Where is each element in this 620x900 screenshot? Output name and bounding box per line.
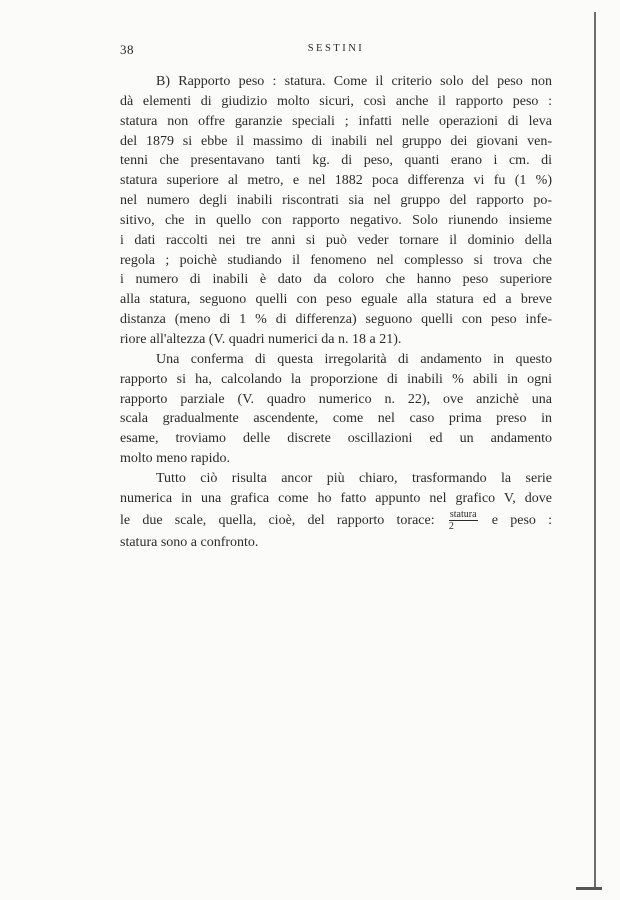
- text-line: statura sono a confronto.: [120, 534, 259, 550]
- text-line: i dati raccolti nei tre anni si può veder tornare il dominio della: [120, 232, 552, 248]
- text-line: esame, troviamo delle discrete oscillazioni ed un andamento: [120, 431, 552, 447]
- text-line: nel numero degli inabili riscontrati sia nel gruppo del rapporto po-: [120, 193, 552, 209]
- text-line: Tutto ciò risulta ancor più chiaro, trasformando la serie: [156, 470, 552, 486]
- text-line: scala gradualmente ascendente, come nel caso prima preso in: [120, 411, 552, 427]
- text-line: i numero di inabili è dato da coloro che hanno peso superiore: [120, 272, 552, 288]
- text-segment: le due scale, quella, cioè, del rapporto torace:: [120, 512, 435, 528]
- fraction-numerator: statura: [449, 508, 477, 520]
- text-line: statura superiore al metro, e nel 1882 poca differenza vi fu (1 %): [120, 173, 552, 189]
- text-line-with-fraction: [120, 509, 552, 533]
- paragraph-3: [120, 469, 552, 553]
- page-edge-line: [594, 12, 596, 888]
- text-line: regola ; poichè studiando il fenomeno nel complesso si trova che: [120, 252, 552, 268]
- text-line: Una conferma di questa irregolarità di andamento in questo: [156, 351, 552, 367]
- fraction: [449, 509, 478, 532]
- fraction-denominator: 2: [448, 520, 454, 532]
- text-line: riore all'altezza (V. quadri numerici da n. 18 a 21).: [120, 331, 402, 347]
- paragraph-1: [120, 72, 552, 350]
- text-line: numerica in una grafica come ho fatto appunto nel grafico V, dove: [120, 490, 552, 506]
- text-line: del 1879 si ebbe il massimo di inabili nel gruppo dei giovani ven-: [120, 133, 552, 149]
- text-line: rapporto parziale (V. quadro numerico n. 22), ove anzichè una: [120, 391, 552, 407]
- text-segment: e peso :: [491, 512, 553, 528]
- text-line: sitivo, che in quello con rapporto negativo. Solo riunendo insieme: [120, 212, 552, 228]
- text-line: tenni che presentavano tanti kg. di peso, quanti erano i cm. di: [120, 153, 552, 169]
- text-line: B) Rapporto peso : statura. Come il criterio solo del peso non: [156, 74, 552, 89]
- text-line: dà elementi di giudizio molto sicuri, così anche il rapporto peso :: [120, 93, 552, 109]
- paragraph-2: [120, 350, 552, 469]
- page-corner-mark: [576, 887, 602, 890]
- body-text: [120, 72, 552, 552]
- text-line: alla statura, seguono quelli con peso eguale alla statura ed a breve: [120, 292, 552, 308]
- text-line: statura non offre garanzie speciali ; infatti nelle operazioni di leva: [120, 113, 552, 129]
- text-line: molto meno rapido.: [120, 451, 231, 467]
- text-line: distanza (meno di 1 % di differenza) seguono quelli con peso infe-: [120, 312, 552, 328]
- running-head: SESTINI: [307, 43, 365, 54]
- text-line: rapporto si ha, calcolando la proporzione di inabili % abili in ogni: [120, 371, 552, 387]
- page-header: [120, 42, 552, 58]
- page-number: 38: [120, 42, 134, 57]
